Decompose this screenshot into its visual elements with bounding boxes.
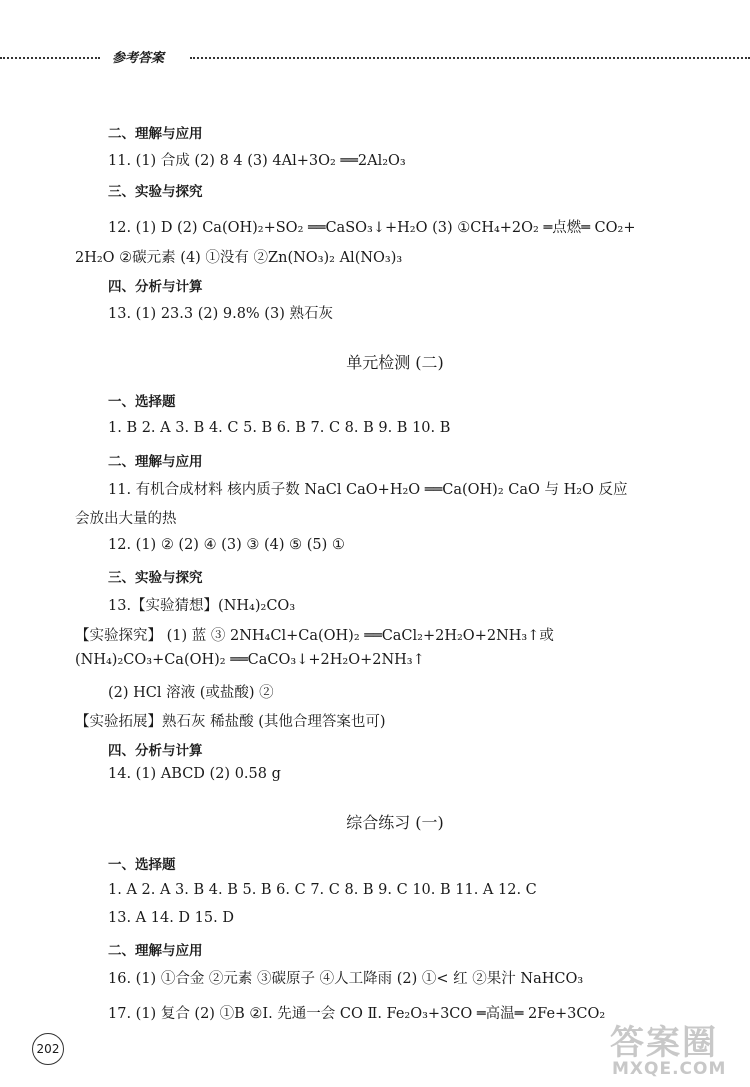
watermark-text: 答案圈 (610, 1023, 718, 1063)
section-heading: 四、分析与计算 (108, 743, 203, 759)
answer-line: 11. (1) 合成 (2) 8 4 (3) 4Al+3O₂ ══2Al₂O₃ (108, 153, 406, 169)
watermark-url: MXQE.COM (612, 1059, 727, 1079)
section-heading: 四、分析与计算 (108, 279, 203, 295)
answer-line: 13. A 14. D 15. D (108, 910, 234, 926)
section-heading: 一、选择题 (108, 857, 176, 873)
section-heading: 二、理解与应用 (108, 454, 203, 470)
answer-line: 17. (1) 复合 (2) ①B ②Ⅰ. 先通一会 CO Ⅱ. Fe₂O₃+3CO ═高温═ 2Fe+3CO₂ (108, 1006, 606, 1022)
answer-line: 2H₂O ②碳元素 (4) ①没有 ②Zn(NO₃)₂ Al(NO₃)₃ (75, 250, 403, 266)
header-divider-left (0, 57, 100, 59)
answer-line: 【实验探究】 (1) 蓝 ③ 2NH₄Cl+Ca(OH)₂ ══CaCl₂+2H₂O+2NH₃↑或 (75, 628, 554, 644)
answer-line: (2) HCl 溶液 (或盐酸) ② (108, 685, 274, 701)
answer-line: 会放出大量的热 (75, 511, 177, 527)
section-heading: 二、理解与应用 (108, 943, 203, 959)
answer-line: 11. 有机合成材料 核内质子数 NaCl CaO+H₂O ══Ca(OH)₂ CaO 与 H₂O 反应 (108, 482, 628, 498)
answer-line: 14. (1) ABCD (2) 0.58 g (108, 766, 281, 782)
section-heading: 一、选择题 (108, 394, 176, 410)
page-number: 202 (32, 1033, 64, 1065)
section-heading: 三、实验与探究 (108, 184, 203, 200)
section-heading: 二、理解与应用 (108, 126, 203, 142)
section-title: 综合练习 (一) (346, 813, 444, 832)
header-title: 参考答案 (112, 51, 165, 66)
answer-line: 【实验拓展】熟石灰 稀盐酸 (其他合理答案也可) (75, 714, 386, 730)
answer-line: 13.【实验猜想】(NH₄)₂CO₃ (108, 598, 296, 614)
answer-line: 1. B 2. A 3. B 4. C 5. B 6. B 7. C 8. B 9. B 10. B (108, 420, 451, 436)
answer-line: (NH₄)₂CO₃+Ca(OH)₂ ══CaCO₃↓+2H₂O+2NH₃↑ (75, 652, 425, 668)
answer-line: 13. (1) 23.3 (2) 9.8% (3) 熟石灰 (108, 306, 333, 322)
header-divider-right (190, 57, 750, 59)
section-heading: 三、实验与探究 (108, 570, 203, 586)
answer-line: 16. (1) ①合金 ②元素 ③碳原子 ④人工降雨 (2) ①< 红 ②果汁 NaHCO₃ (108, 971, 584, 987)
section-title: 单元检测 (二) (346, 353, 444, 372)
watermark-logo (600, 1015, 750, 1085)
answer-line: 12. (1) ② (2) ④ (3) ③ (4) ⑤ (5) ① (108, 537, 345, 553)
answer-line: 1. A 2. A 3. B 4. B 5. B 6. C 7. C 8. B 9. C 10. B 11. A 12. C (108, 882, 537, 898)
answer-line: 12. (1) D (2) Ca(OH)₂+SO₂ ══CaSO₃↓+H₂O (3) ①CH₄+2O₂ ═点燃═ CO₂+ (108, 220, 636, 236)
